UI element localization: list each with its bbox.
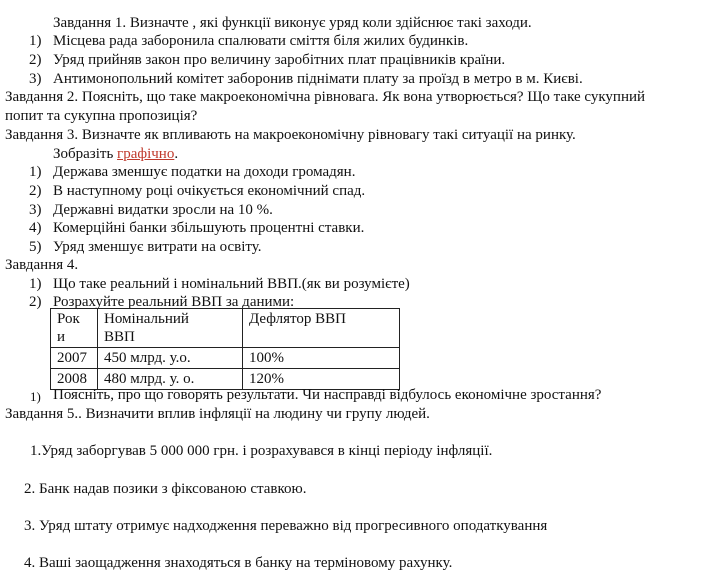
task3-title: Завдання 3. Визначте як впливають на макроекономічну рівновагу такі ситуації на ринку. (5, 127, 576, 143)
table-cell: 120% (243, 369, 400, 390)
table-cell: 100% (243, 348, 400, 369)
task3-item-3: Державні видатки зросли на 10 %. (53, 202, 273, 218)
task5-item-2: 2. Банк надав позики з фіксованою ставкою. (24, 481, 307, 497)
task1-item-1: Місцева рада заборонила спалювати сміття біля жилих будинків. (53, 33, 469, 49)
table-header-cell: Номінальний ВВП (98, 309, 243, 348)
task3-item-1: Держава зменшує податки на доходи громадян. (53, 164, 356, 180)
gdp-table (50, 308, 400, 390)
task3-item-4: Комерційні банки збільшують процентні ставки. (53, 220, 365, 236)
task1-item-3: Антимонопольний комітет заборонив піднімати плату за проїзд в метро в м. Києві. (53, 71, 583, 87)
task3-item-3-number: 3) (29, 202, 42, 218)
task3-draw-prefix: Зобразіть (53, 146, 118, 162)
task4-item-2-number: 2) (29, 294, 42, 310)
task1-item-3-number: 3) (29, 71, 42, 87)
table-cell: 480 млрд. у. о. (98, 369, 243, 390)
task1-item-2: Уряд прийняв закон про величину заробітних плат працівників країни. (53, 52, 506, 68)
task3-draw-suffix: . (174, 146, 179, 162)
table-row (51, 348, 400, 369)
task3-item-2-number: 2) (29, 183, 42, 199)
task4-item-1: Що таке реальний і номінальний ВВП.(як ви розумієте) (53, 276, 410, 292)
task5-item-3: 3. Уряд штату отримує надходження переважно від прогресивного оподаткування (24, 518, 548, 534)
task5-item-4: 4. Ваші заощадження знаходяться в банку на терміновому рахунку. (24, 555, 453, 571)
task5-item-1: 1.Уряд заборгував 5 000 000 грн. і розрахувався в кінці періоду інфляції. (30, 443, 493, 459)
task3-item-5-number: 5) (29, 239, 42, 255)
table-cell: 450 млрд. у.о. (98, 348, 243, 369)
task1-item-2-number: 2) (29, 52, 42, 68)
task3-item-5: Уряд зменшує витрати на освіту. (53, 239, 262, 255)
table-header-cell: Рок и (51, 309, 98, 348)
task3-item-2: В наступному році очікується економічний спад. (53, 183, 366, 199)
task3-item-4-number: 4) (29, 220, 42, 236)
task1-item-1-number: 1) (29, 33, 42, 49)
task3-item-1-number: 1) (29, 164, 42, 180)
task4-after-table-number: 1) (30, 389, 41, 404)
task4-item-2: Розрахуйте реальний ВВП за даними: (53, 294, 295, 310)
task3-draw-instruction (53, 145, 178, 163)
table-cell: 2007 (51, 348, 98, 369)
task4-after-table-text: Поясніть, про що говорять результати. Чи насправді відбулось економічне зростання? (53, 387, 602, 403)
table-header-cell: Дефлятор ВВП (243, 309, 400, 348)
task5-title: Завдання 5.. Визначити вплив інфляції на людину чи групу людей. (5, 406, 430, 422)
task2-line-1: Завдання 2. Поясніть, що таке макроекономічна рівновага. Як вона утворюється? Що таке сукупний (5, 89, 646, 105)
task4-title: Завдання 4. (5, 257, 79, 273)
task1-title: Завдання 1. Визначте , які функції виконує уряд коли здійснює такі заходи. (53, 15, 532, 31)
task4-item-1-number: 1) (29, 276, 42, 292)
task2-line-2: попит та сукупна пропозиція? (5, 108, 198, 124)
task3-draw-word: графічно (117, 146, 175, 162)
table-cell: 2008 (51, 369, 98, 390)
table-header-row (51, 309, 400, 348)
